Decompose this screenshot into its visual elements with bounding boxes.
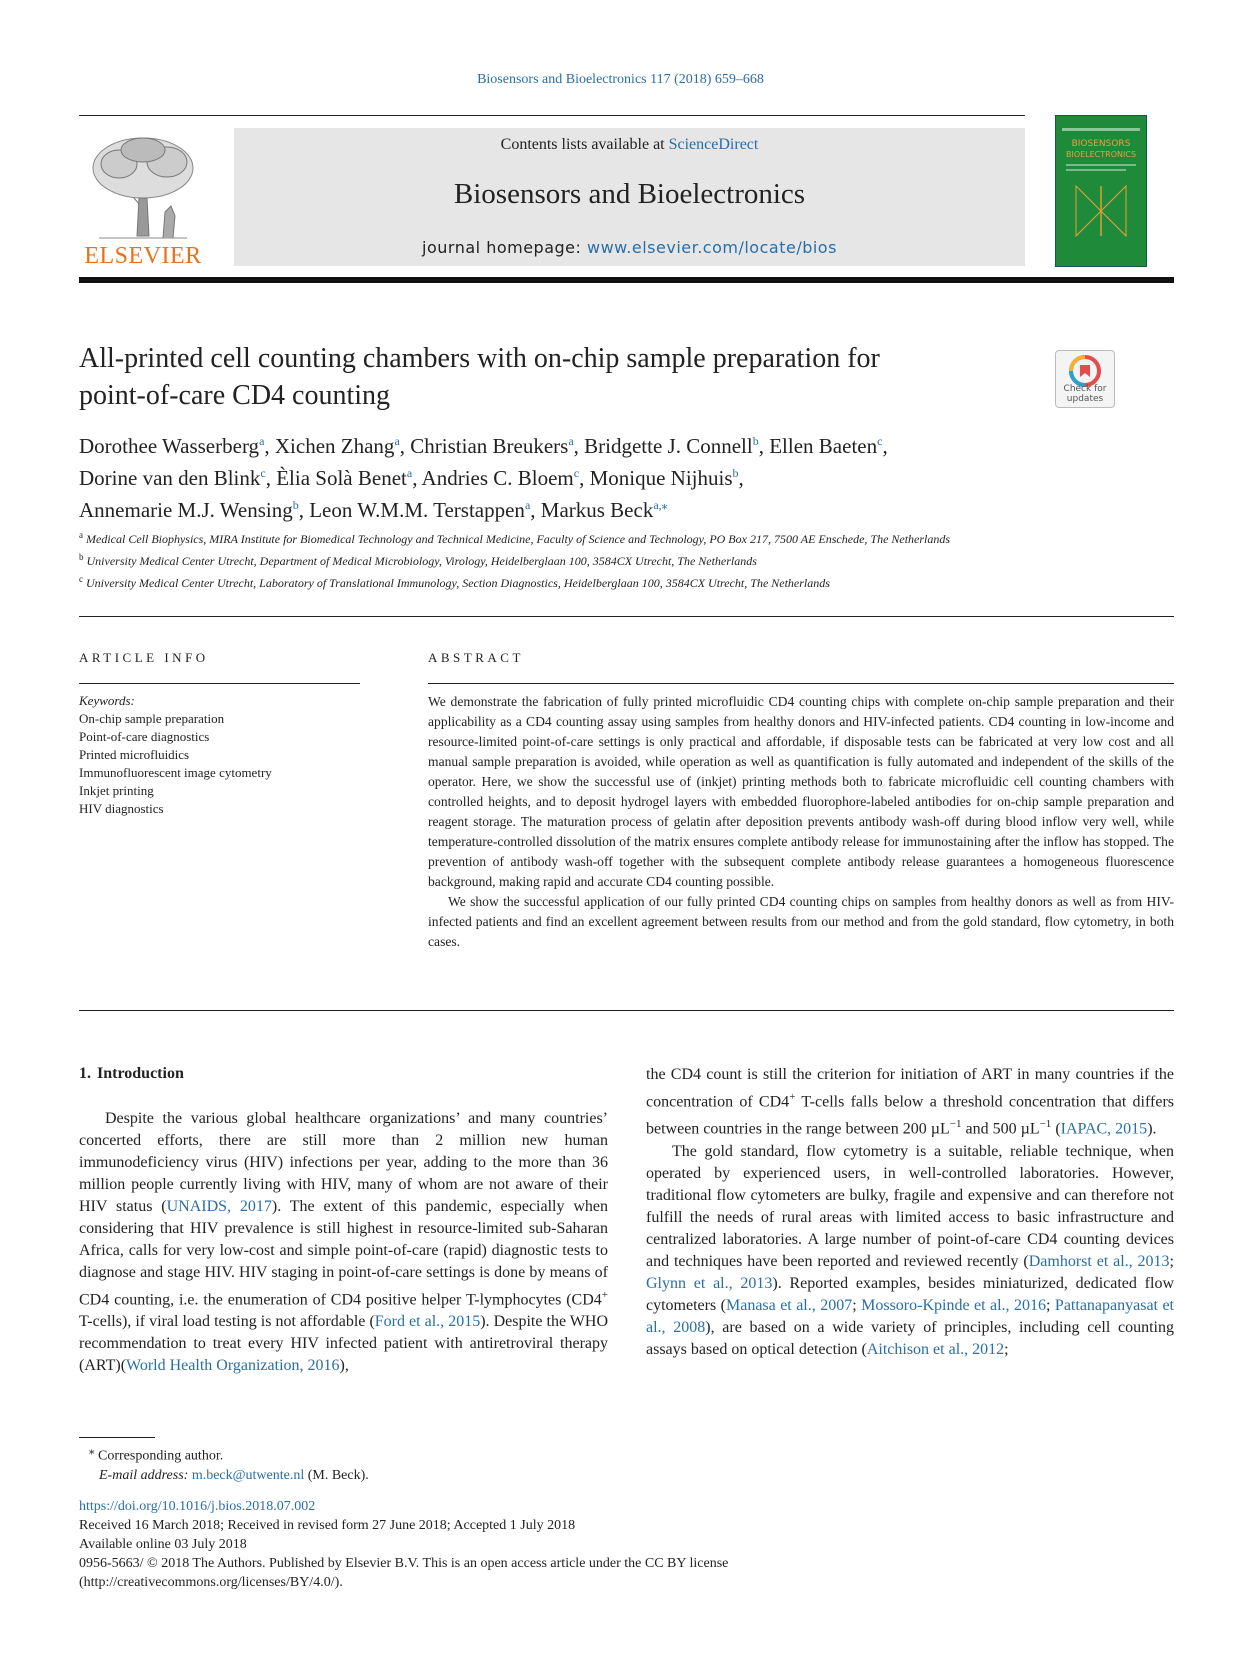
author-separator: , [399, 434, 411, 458]
text-span: ), are based on a wide variety of principles, including cell counting assays based on optical detection ( [646, 1318, 1175, 1358]
text-span: ; [1004, 1340, 1009, 1358]
author-affiliation-mark[interactable]: b [292, 498, 299, 512]
publication-info [79, 1497, 1079, 1592]
sciencedirect-link[interactable]: ScienceDirect [668, 136, 759, 153]
author-line [79, 460, 1079, 492]
text-span: ). Reported examples, besides miniaturized, dedicated flow cytometers ( [646, 1274, 1175, 1314]
journal-cover-thumbnail[interactable] [1055, 115, 1147, 267]
author-name[interactable]: Xichen Zhang [274, 434, 395, 458]
text-span: ; [1169, 1252, 1174, 1270]
author-affiliation-mark[interactable]: a [394, 434, 400, 448]
author-name[interactable]: Annemarie M.J. Wensing [79, 498, 293, 522]
ref-damhorst-2013[interactable]: Damhorst et al., 2013 [1028, 1252, 1170, 1270]
affiliation-item [79, 526, 1039, 548]
text-span: ). The extent of this pandemic, especially when considering that HIV prevalence is still highest in resource-limited sub-Saharan Africa, calls for very low-cost and simple point-of-care (rapid) diagnostic tests to diagnose and stage HIV. HIV staging in point-of-care settings is done by means of CD4 counting, i.e. the enumeration of CD4 positive helper T-lymphocytes (CD4 [79, 1198, 608, 1309]
text-span: ), [339, 1357, 349, 1375]
email-suffix: (M. Beck). [304, 1467, 369, 1483]
available-online: Available online 03 July 2018 [79, 1537, 247, 1552]
author-separator: , [882, 434, 888, 458]
license-line-2: (http://creativecommons.org/licenses/BY/4.0/). [79, 1575, 343, 1590]
ref-iapac-2015[interactable]: IAPAC, 2015 [1060, 1120, 1148, 1138]
check-updates-label: Check for updates [1063, 384, 1107, 404]
journal-citation[interactable]: Biosensors and Bioelectronics 117 (2018) 659–668 [477, 72, 764, 87]
author-affiliation-mark[interactable]: b [752, 434, 759, 448]
email-note [79, 1466, 1079, 1485]
check-for-updates-button[interactable] [1055, 350, 1115, 408]
author-name[interactable]: Bridgette J. Connell [584, 434, 753, 458]
author-separator: , [265, 466, 277, 490]
author-name[interactable]: Ellen Baeten [769, 434, 878, 458]
author-line [79, 428, 1079, 460]
introduction-heading [79, 1065, 184, 1083]
author-name[interactable]: Monique Nijhuis [589, 466, 733, 490]
homepage-link[interactable]: www.elsevier.com/locate/bios [587, 238, 837, 257]
received-dates: Received 16 March 2018; Received in revised form 27 June 2018; Accepted 1 July 2018 [79, 1518, 576, 1533]
text-span: Despite the various global healthcare organizations’ and many countries’ concerted efforts, there are still more than 2 million new human immunodeficiency virus (HIV) infections per year, adding to the more than 36 million people currently living with HIV, many of whom are not aware of their HIV status ( [79, 1110, 608, 1215]
text-span: The gold standard, flow cytometry is a suitable, reliable technique, when operated by experienced users, in well-controlled laboratories. However, traditional flow cytometers are bulky, fragile and expensive and can therefore not fulfill the needs of rural areas with limited access to basic infrastructure and centralized laboratories. A large number of point-of-care CD4 counting devices and techniques have been reported and reviewed recently ( [646, 1142, 1174, 1270]
superscript: + [601, 1289, 608, 1301]
article-info-rule [79, 683, 360, 684]
keywords-list [79, 710, 369, 818]
affiliation-text: University Medical Center Utrecht, Laboratory of Translational Immunology, Section Diagnostics, Heidelberglaan 100, 3584CX Utrecht, The Netherlands [86, 576, 830, 590]
corresponding-mark: ⁎ [89, 1445, 95, 1457]
header-top-rule [79, 115, 1025, 116]
ref-who-2016[interactable]: World Health Organization, 2016 [126, 1357, 340, 1375]
author-affiliation-mark[interactable]: b [732, 466, 739, 480]
author-separator: , [573, 434, 585, 458]
text-span: ; [852, 1296, 862, 1314]
cover-title-2: BIOELECTRONICS [1065, 150, 1137, 159]
paper-title [79, 340, 1019, 414]
affiliation-key: b [79, 552, 84, 562]
abstract-bottom-rule [79, 1010, 1174, 1011]
text-span: ). [1147, 1120, 1157, 1138]
keywords-block [79, 692, 369, 818]
license-line-1: 0956-5663/ © 2018 The Authors. Published by Elsevier B.V. This is an open access article under the CC BY license [79, 1556, 729, 1571]
ref-pattanapanyasat-2008[interactable]: Pattanapanyasat et al., 2008 [646, 1296, 1174, 1336]
doi-link[interactable]: https://doi.org/10.1016/j.bios.2018.07.002 [79, 1499, 316, 1514]
abstract-paragraph-2: We show the successful application of our fully printed CD4 counting chips on samples from healthy donors as well as from HIV-infected patients and find an excellent agreement between results from our method and from the gold standard, flow cytometry, in both cases. [428, 894, 1174, 949]
keyword-item: Printed microfluidics [79, 747, 190, 762]
affiliation-item [79, 570, 1039, 592]
author-separator: , [758, 434, 770, 458]
author-name[interactable]: Dorine van den Blink [79, 466, 261, 490]
cover-title-1: BIOSENSORS [1071, 139, 1131, 149]
author-list [79, 428, 1079, 524]
ref-ford-2015[interactable]: Ford et al., 2015 [374, 1313, 481, 1331]
abstract-paragraph-1: We demonstrate the fabrication of fully printed microfluidic CD4 counting chips with complete on-chip sample preparation and their applicability as a CD4 counting assay using samples from healthy donors and HIV-infected patients. CD4 counting in low-income and resource-limited point-of-care settings is only practical and affordable, if disposable tests can be fabricated at very low cost and all manual sample preparation is avoided, while operation as well as quantification is fully automated and independent of the skills of the operator. Here, we show the successful use of (inkjet) printing methods both to fabricate microfluidic cell counting chambers with controlled heights, and to deposit hydrogel layers with embedded fluorophore-labeled antibodies for on-chip sample preparation and reagent storage. The maturation process of gelatin after deposition prevents antibody wash-off during blood inflow very well, while temperature-controlled dissolution of the matrix ensures complete antibody release for immunostaining after the inflow has stopped. The prevention of antibody wash-off together with the subsequent complete antibody release guarantees a homogeneous fluorescence background, making rapid and accurate CD4 counting possible. [428, 694, 1174, 889]
superscript: −1 [949, 1118, 962, 1131]
text-span: T-cells), if viral load testing is not affordable ( [79, 1313, 375, 1331]
affiliations [79, 526, 1039, 592]
ref-aitchison-2012[interactable]: Aitchison et al., 2012 [866, 1340, 1005, 1358]
text-span: and 500 µL [961, 1120, 1040, 1138]
header-thick-rule [79, 277, 1174, 283]
author-name[interactable]: Leon W.M.M. Terstappen [309, 498, 525, 522]
ref-mossoro-kpinde-2016[interactable]: Mossoro-Kpinde et al., 2016 [861, 1296, 1047, 1314]
title-line-2: point-of-care CD4 counting [79, 380, 391, 411]
superscript: −1 [1039, 1118, 1052, 1131]
author-separator: , [738, 466, 744, 490]
abstract-body [428, 692, 1174, 952]
author-separator: , [264, 434, 275, 458]
keyword-item: Immunofluorescent image cytometry [79, 765, 272, 780]
journal-title: Biosensors and Bioelectronics [453, 178, 806, 210]
author-separator: , [412, 466, 422, 490]
contents-line [234, 136, 1025, 154]
author-affiliation-mark[interactable]: a,⁎ [653, 498, 668, 512]
intro-left-column [79, 1108, 608, 1377]
contents-prefix: Contents lists available at [500, 136, 669, 153]
text-span: T-cells falls below a threshold concentration that differs between countries in the range between 200 µL [646, 1093, 1174, 1138]
author-affiliation-mark[interactable]: a [568, 434, 574, 448]
intro-paragraph-1 [79, 1108, 608, 1377]
superscript: + [789, 1091, 796, 1103]
author-affiliation-mark[interactable]: c [573, 466, 580, 480]
author-name[interactable]: Markus Beck [540, 498, 654, 522]
section-title: Introduction [97, 1065, 184, 1082]
email-label: E-mail address: [99, 1467, 192, 1483]
affiliation-text: University Medical Center Utrecht, Department of Medical Microbiology, Virology, Heidelberglaan 100, 3584CX Utrecht, The Netherlands [86, 554, 757, 568]
abstract-heading: ABSTRACT [428, 650, 524, 665]
affiliation-rule [79, 616, 1174, 617]
homepage-prefix: journal homepage: [422, 238, 587, 257]
affiliation-key: a [79, 530, 83, 540]
text-span: ). Despite the WHO recommendation to treat every HIV infected patient with antiretroviral therapy (ART)( [79, 1313, 609, 1375]
intro-paragraph-1-cont [646, 1064, 1174, 1141]
intro-paragraph-2 [646, 1141, 1174, 1361]
author-name[interactable]: Èlia Solà Benet [276, 466, 407, 490]
author-separator: , [298, 498, 310, 522]
affiliation-key: c [79, 574, 83, 584]
author-line [79, 492, 1079, 524]
author-affiliation-mark[interactable]: c [260, 466, 266, 480]
text-span: ( [1051, 1120, 1061, 1138]
keywords-label: Keywords: [79, 693, 135, 708]
author-affiliation-mark[interactable]: c [877, 434, 883, 448]
keyword-item: Inkjet printing [79, 783, 154, 798]
keyword-item: HIV diagnostics [79, 801, 164, 816]
homepage-line [234, 238, 1025, 257]
author-affiliation-mark[interactable]: a [406, 466, 413, 480]
footnotes [79, 1442, 1079, 1485]
section-number: 1. [79, 1065, 91, 1082]
ref-unaids-2017[interactable]: UNAIDS, 2017 [166, 1198, 272, 1215]
title-line-1: All-printed cell counting chambers with on-chip sample preparation for [79, 343, 880, 374]
cover-art-icon [1056, 116, 1146, 266]
keyword-item: On-chip sample preparation [79, 711, 225, 726]
author-separator: , [579, 466, 590, 490]
author-name[interactable]: Dorothee Wasserberg [79, 434, 260, 458]
affiliation-text: Medical Cell Biophysics, MIRA Institute for Biomedical Technology and Technical Medicine, Faculty of Science and Technology, PO Box 217, 7500 AE Enschede, The Netherlands [86, 532, 951, 546]
corresponding-author-note [79, 1442, 1079, 1466]
journal-banner [234, 128, 1025, 266]
footnote-rule [79, 1437, 155, 1438]
author-name[interactable]: Christian Breukers [410, 434, 569, 458]
keyword-item: Point-of-care diagnostics [79, 729, 210, 744]
abstract-rule [428, 683, 1174, 684]
affiliation-item [79, 548, 1039, 570]
article-info-heading: ARTICLE INFO [79, 650, 209, 665]
author-affiliation-mark[interactable]: a [524, 498, 531, 512]
author-affiliation-mark[interactable]: a [259, 434, 265, 448]
corresponding-text: Corresponding author. [94, 1448, 224, 1464]
ref-manasa-2007[interactable]: Manasa et al., 2007 [725, 1296, 853, 1314]
text-span: the CD4 count is still the criterion for initiation of ART in many countries if the concentration of CD4 [646, 1066, 1174, 1111]
email-link[interactable]: m.beck@utwente.nl [191, 1467, 305, 1483]
intro-right-column [646, 1064, 1174, 1361]
elsevier-wordmark: ELSEVIER [84, 243, 202, 269]
author-name[interactable]: Andries C. Bloem [421, 466, 574, 490]
text-span: ; [1046, 1296, 1055, 1314]
author-separator: , [530, 498, 541, 522]
ref-glynn-2013[interactable]: Glynn et al., 2013 [646, 1274, 773, 1292]
